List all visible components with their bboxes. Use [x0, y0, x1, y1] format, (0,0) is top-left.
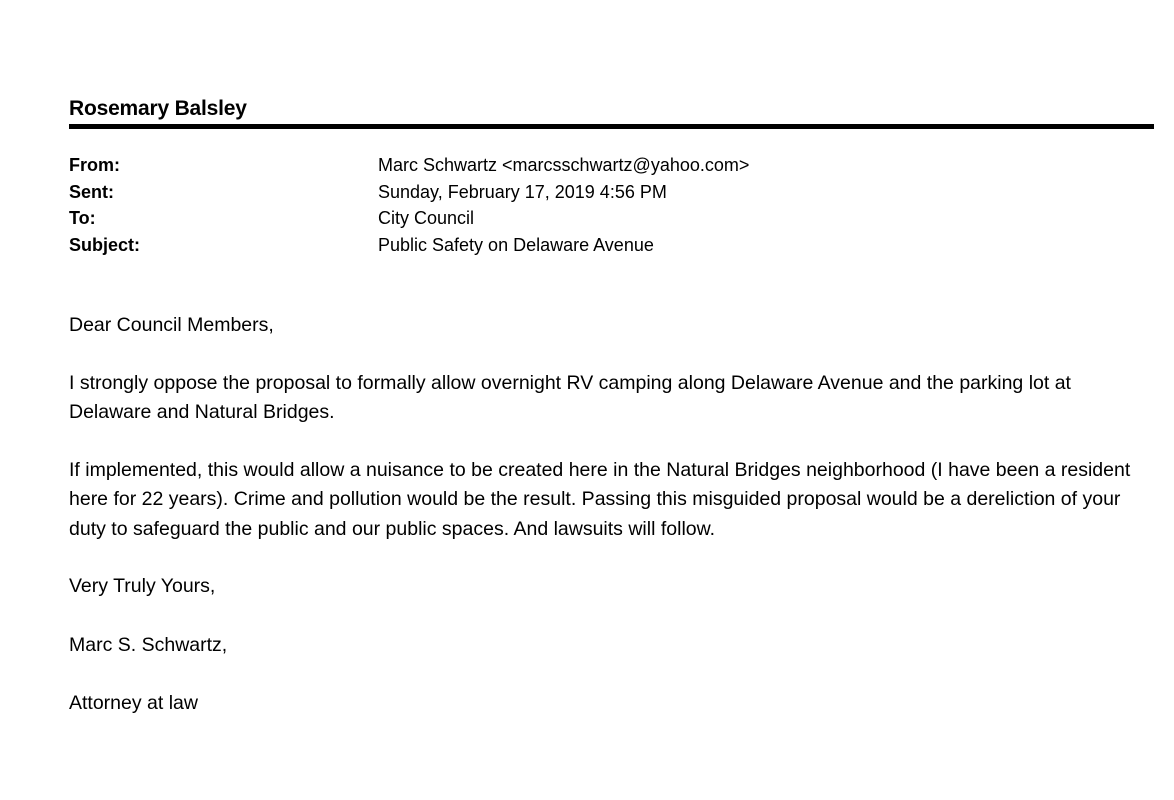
signature-title: Attorney at law: [69, 692, 198, 714]
sent-row: [69, 179, 1069, 206]
mailbox-owner-name: Rosemary Balsley: [69, 97, 247, 120]
body-paragraph-1: I strongly oppose the proposal to formally allow overnight RV camping along Delaware Avenue and the parking lot at Delaware and Natural Bridges.: [69, 371, 1071, 423]
sent-label: Sent:: [69, 181, 114, 202]
header-divider: [69, 124, 1154, 129]
subject-label: Subject:: [69, 234, 141, 255]
sent-value: Sunday, February 17, 2019 4:56 PM: [378, 181, 667, 202]
to-row: [69, 205, 1069, 232]
signature-name: Marc S. Schwartz,: [69, 633, 228, 656]
closing: Very Truly Yours,: [69, 575, 216, 597]
to-value: City Council: [378, 208, 475, 229]
subject-value: Public Safety on Delaware Avenue: [378, 234, 654, 255]
email-header-block: [69, 152, 1069, 259]
from-row: [69, 152, 1069, 179]
body-paragraph-2: If implemented, this would allow a nuisance to be created here in the Natural Bridges neighborhood (I have been a resident here for 22 years). Crime and pollution would be the result. Passing this misguided proposal would be a dereliction of your duty to safeguard the public and our public spaces. And lawsuits will follow.: [69, 458, 1131, 540]
to-label: To:: [69, 208, 96, 229]
from-value: Marc Schwartz <marcsschwartz@yahoo.com>: [378, 154, 750, 175]
from-label: From:: [69, 154, 120, 175]
subject-row: [69, 232, 1069, 259]
greeting: Dear Council Members,: [69, 314, 274, 336]
email-body: [69, 311, 1139, 719]
